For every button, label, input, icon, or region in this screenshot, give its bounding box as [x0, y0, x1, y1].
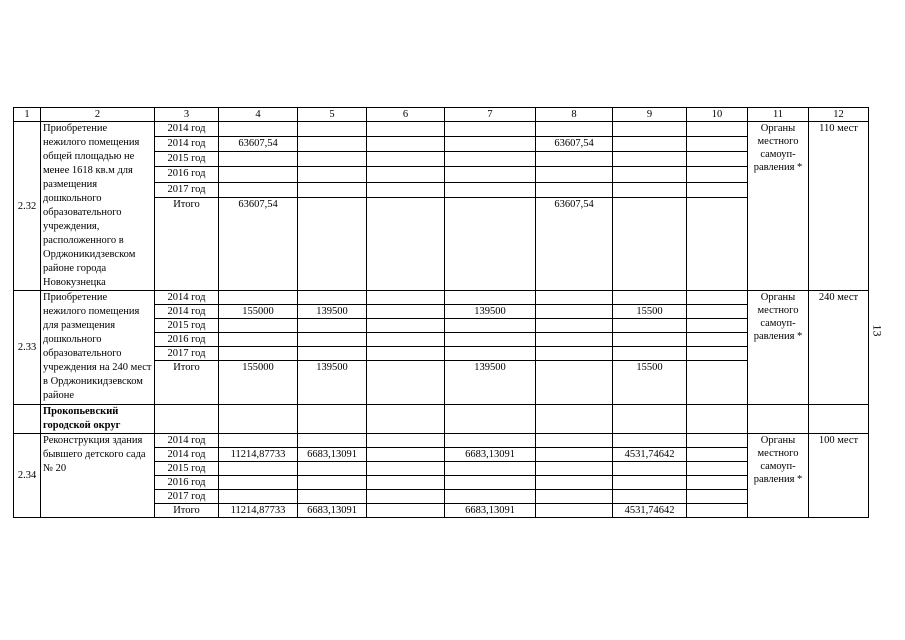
- value-cell: [613, 319, 687, 333]
- value-cell: 15500: [613, 305, 687, 319]
- year-cell: 2015 год: [155, 462, 219, 476]
- item-number: 2.34: [14, 434, 41, 518]
- value-cell: [298, 291, 367, 305]
- year-cell: 2014 год: [155, 291, 219, 305]
- value-cell: [613, 291, 687, 305]
- value-cell: [687, 347, 748, 361]
- value-cell: [613, 167, 687, 182]
- header-cell: 8: [536, 108, 613, 122]
- value-cell: 63607,54: [536, 197, 613, 290]
- section-row: [14, 405, 869, 434]
- value-cell: [219, 462, 298, 476]
- header-cell: 1: [14, 108, 41, 122]
- value-cell: [219, 319, 298, 333]
- value-cell: [536, 182, 613, 197]
- year-cell: 2014 год: [155, 137, 219, 152]
- value-cell: 139500: [445, 305, 536, 319]
- year-cell: 2016 год: [155, 333, 219, 347]
- value-cell: [367, 504, 445, 518]
- value-cell: [367, 122, 445, 137]
- value-cell: [367, 462, 445, 476]
- empty-cell: [809, 405, 869, 434]
- value-cell: [298, 197, 367, 290]
- value-cell: [687, 434, 748, 448]
- value-cell: 6683,13091: [298, 504, 367, 518]
- value-cell: [367, 333, 445, 347]
- header-cell: 11: [748, 108, 809, 122]
- value-cell: [367, 197, 445, 290]
- value-cell: [298, 167, 367, 182]
- value-cell: 139500: [298, 361, 367, 405]
- value-cell: [367, 347, 445, 361]
- value-cell: [445, 333, 536, 347]
- value-cell: [536, 462, 613, 476]
- value-cell: [219, 167, 298, 182]
- value-cell: [367, 182, 445, 197]
- year-cell: 2015 год: [155, 319, 219, 333]
- value-cell: [445, 347, 536, 361]
- value-cell: [298, 462, 367, 476]
- year-cell: 2017 год: [155, 182, 219, 197]
- value-cell: 6683,13091: [445, 504, 536, 518]
- capacity-cell: 110 мест: [809, 122, 869, 291]
- header-cell: 12: [809, 108, 869, 122]
- header-cell: 9: [613, 108, 687, 122]
- value-cell: [536, 333, 613, 347]
- value-cell: 63607,54: [219, 197, 298, 290]
- value-cell: 4531,74642: [613, 504, 687, 518]
- value-cell: [613, 333, 687, 347]
- value-cell: [536, 291, 613, 305]
- executor-cell: Органы местного самоуп-равления *: [748, 122, 809, 291]
- value-cell: [445, 291, 536, 305]
- value-cell: [613, 122, 687, 137]
- value-cell: [367, 448, 445, 462]
- value-cell: [613, 434, 687, 448]
- value-cell: [536, 152, 613, 167]
- header-cell: 5: [298, 108, 367, 122]
- value-cell: [445, 182, 536, 197]
- empty-cell: [298, 405, 367, 434]
- value-cell: [445, 434, 536, 448]
- value-cell: [613, 476, 687, 490]
- value-cell: 11214,87733: [219, 504, 298, 518]
- value-cell: [687, 167, 748, 182]
- value-cell: [445, 137, 536, 152]
- value-cell: [298, 319, 367, 333]
- empty-cell: [536, 405, 613, 434]
- value-cell: [219, 490, 298, 504]
- item-description: Реконструкция здания бывшего детского сада № 20: [41, 434, 155, 518]
- value-cell: [687, 333, 748, 347]
- value-cell: [445, 490, 536, 504]
- value-cell: [687, 305, 748, 319]
- executor-cell: Органы местного самоуп-равления *: [748, 434, 809, 518]
- item-number: 2.32: [14, 122, 41, 291]
- page-number: 13: [870, 324, 885, 337]
- value-cell: [367, 291, 445, 305]
- value-cell: [298, 434, 367, 448]
- value-cell: [536, 122, 613, 137]
- value-cell: [445, 152, 536, 167]
- value-cell: [536, 448, 613, 462]
- year-cell: Итого: [155, 197, 219, 290]
- value-cell: [687, 462, 748, 476]
- value-cell: [613, 462, 687, 476]
- value-cell: [687, 448, 748, 462]
- value-cell: [687, 490, 748, 504]
- header-cell: 10: [687, 108, 748, 122]
- value-cell: [536, 167, 613, 182]
- value-cell: [613, 137, 687, 152]
- value-cell: [367, 152, 445, 167]
- value-cell: [219, 182, 298, 197]
- value-cell: [219, 122, 298, 137]
- value-cell: [445, 476, 536, 490]
- value-cell: [367, 490, 445, 504]
- value-cell: [687, 122, 748, 137]
- value-cell: [687, 137, 748, 152]
- value-cell: [687, 152, 748, 167]
- item-description: Приобретение нежилого помещения общей площадью не менее 1618 кв.м для размещения дошкольного образовательного учреждения, расположенного в Орджоникидзевском районе города Новокузнецка: [41, 122, 155, 291]
- value-cell: [687, 476, 748, 490]
- year-cell: 2016 год: [155, 476, 219, 490]
- item-number: 2.33: [14, 291, 41, 405]
- header-cell: 3: [155, 108, 219, 122]
- value-cell: [298, 137, 367, 152]
- value-cell: [536, 490, 613, 504]
- empty-cell: [748, 405, 809, 434]
- value-cell: [445, 197, 536, 290]
- value-cell: 139500: [298, 305, 367, 319]
- section-title: Прокопьевский городской округ: [41, 405, 155, 434]
- value-cell: [367, 167, 445, 182]
- value-cell: [298, 347, 367, 361]
- value-cell: [536, 305, 613, 319]
- table-row: [14, 291, 869, 305]
- value-cell: [367, 476, 445, 490]
- executor-cell: Органы местного самоуп-равления *: [748, 291, 809, 405]
- value-cell: [687, 182, 748, 197]
- value-cell: 139500: [445, 361, 536, 405]
- empty-cell: [367, 405, 445, 434]
- value-cell: 4531,74642: [613, 448, 687, 462]
- value-cell: [219, 434, 298, 448]
- value-cell: 63607,54: [536, 137, 613, 152]
- value-cell: [536, 504, 613, 518]
- value-cell: [536, 434, 613, 448]
- empty-cell: [445, 405, 536, 434]
- table-row: [14, 122, 869, 137]
- empty-cell: [155, 405, 219, 434]
- year-cell: 2016 год: [155, 167, 219, 182]
- section-number-cell: [14, 405, 41, 434]
- value-cell: [536, 347, 613, 361]
- year-cell: Итого: [155, 361, 219, 405]
- value-cell: [613, 182, 687, 197]
- value-cell: [687, 504, 748, 518]
- value-cell: [613, 490, 687, 504]
- value-cell: [445, 122, 536, 137]
- value-cell: 6683,13091: [298, 448, 367, 462]
- value-cell: [367, 305, 445, 319]
- year-cell: 2014 год: [155, 122, 219, 137]
- value-cell: [613, 347, 687, 361]
- value-cell: [219, 476, 298, 490]
- value-cell: [367, 319, 445, 333]
- column-number-header: [14, 108, 869, 122]
- header-cell: 2: [41, 108, 155, 122]
- year-cell: Итого: [155, 504, 219, 518]
- value-cell: 11214,87733: [219, 448, 298, 462]
- value-cell: [445, 167, 536, 182]
- header-cell: 6: [367, 108, 445, 122]
- value-cell: [613, 152, 687, 167]
- value-cell: [367, 137, 445, 152]
- value-cell: [445, 462, 536, 476]
- year-cell: 2015 год: [155, 152, 219, 167]
- value-cell: 6683,13091: [445, 448, 536, 462]
- table-row: [14, 434, 869, 448]
- value-cell: [536, 319, 613, 333]
- value-cell: [687, 361, 748, 405]
- value-cell: [219, 347, 298, 361]
- year-cell: 2014 год: [155, 448, 219, 462]
- capacity-cell: 240 мест: [809, 291, 869, 405]
- empty-cell: [219, 405, 298, 434]
- value-cell: [219, 333, 298, 347]
- value-cell: [367, 361, 445, 405]
- year-cell: 2017 год: [155, 347, 219, 361]
- value-cell: [298, 476, 367, 490]
- value-cell: [613, 197, 687, 290]
- year-cell: 2014 год: [155, 434, 219, 448]
- value-cell: [219, 152, 298, 167]
- value-cell: [687, 291, 748, 305]
- value-cell: 63607,54: [219, 137, 298, 152]
- value-cell: 155000: [219, 361, 298, 405]
- year-cell: 2014 год: [155, 305, 219, 319]
- header-cell: 4: [219, 108, 298, 122]
- value-cell: [687, 319, 748, 333]
- value-cell: 155000: [219, 305, 298, 319]
- value-cell: [298, 333, 367, 347]
- item-description: Приобретение нежилого помещения для размещения дошкольного образовательного учреждения на 240 мест в Орджоникидзевском районе: [41, 291, 155, 405]
- program-table: [13, 107, 869, 518]
- value-cell: [687, 197, 748, 290]
- value-cell: [298, 152, 367, 167]
- value-cell: 15500: [613, 361, 687, 405]
- value-cell: [298, 182, 367, 197]
- value-cell: [536, 476, 613, 490]
- value-cell: [219, 291, 298, 305]
- capacity-cell: 100 мест: [809, 434, 869, 518]
- value-cell: [298, 122, 367, 137]
- year-cell: 2017 год: [155, 490, 219, 504]
- empty-cell: [687, 405, 748, 434]
- empty-cell: [613, 405, 687, 434]
- value-cell: [298, 490, 367, 504]
- value-cell: [367, 434, 445, 448]
- header-cell: 7: [445, 108, 536, 122]
- value-cell: [536, 361, 613, 405]
- value-cell: [445, 319, 536, 333]
